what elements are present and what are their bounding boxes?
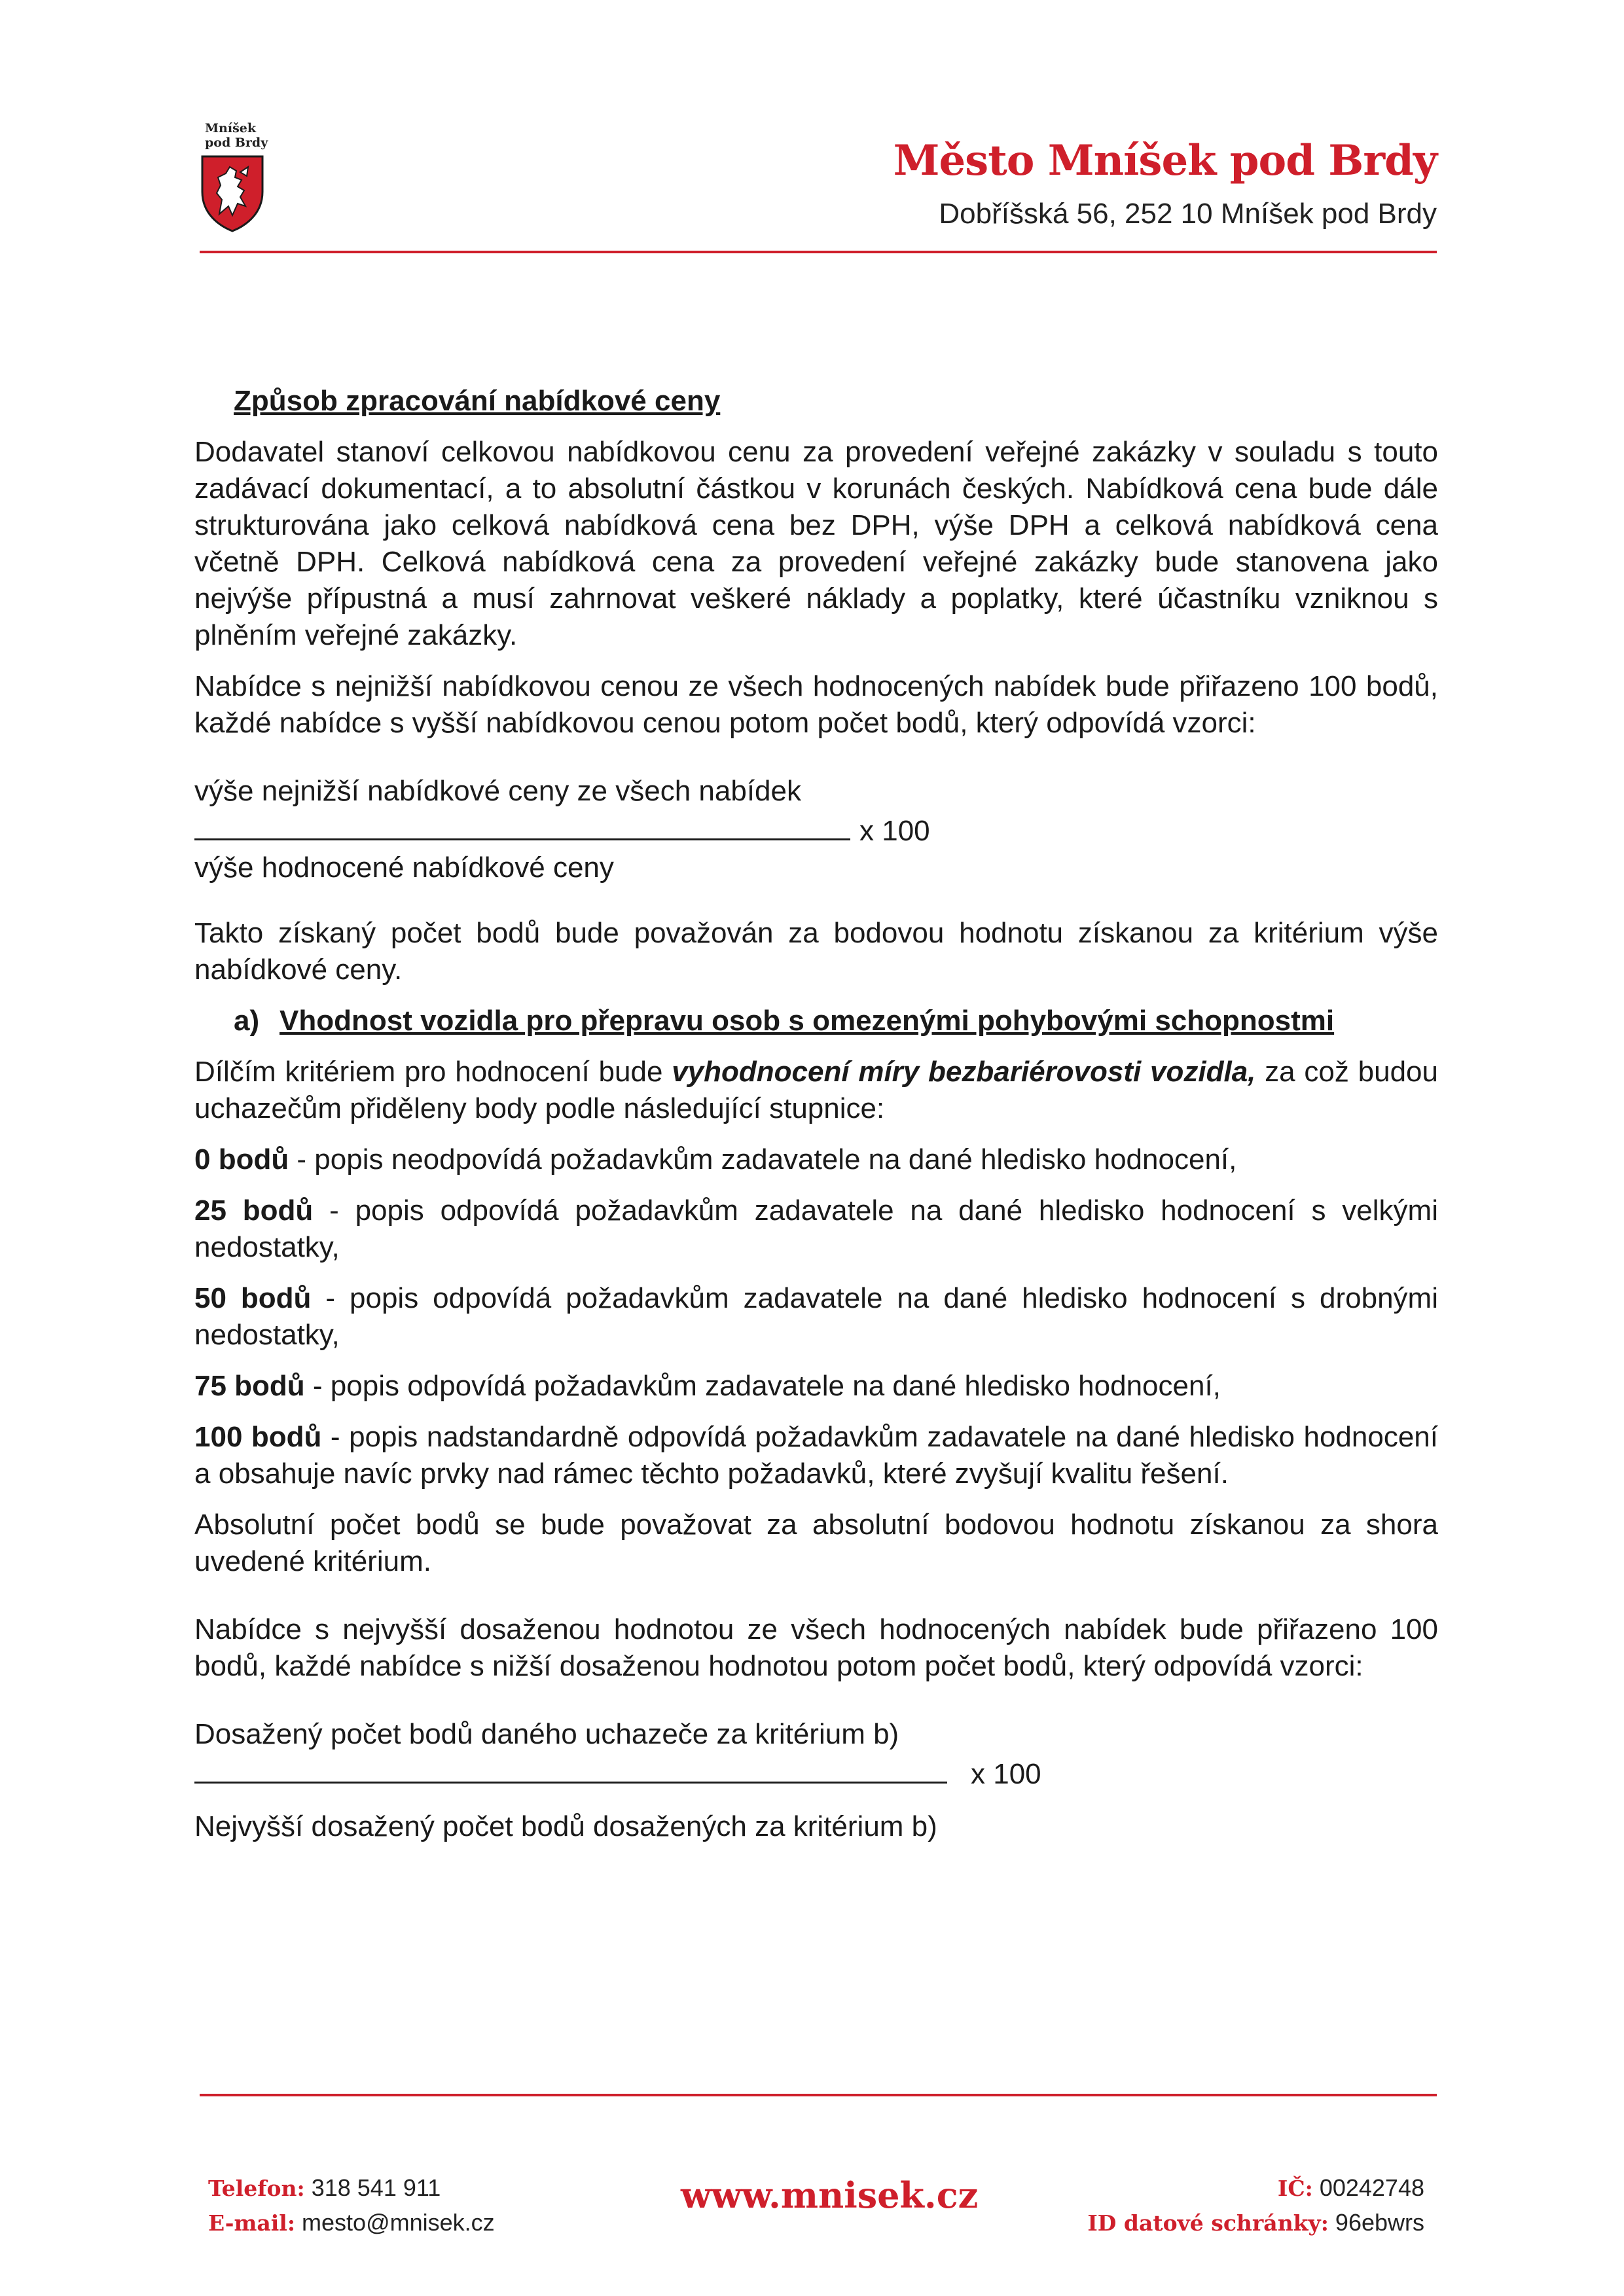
phone-value: 318 541 911 <box>311 2174 441 2201</box>
fraction-bar <box>194 1753 947 1784</box>
scale-text: - popis odpovídá požadavkům zadavatele na dané hledisko hodnocení s drobnými nedostatky, <box>194 1282 1438 1351</box>
document-body <box>194 383 1438 1874</box>
footer-ids <box>1087 2171 1424 2240</box>
paragraph-price-scoring: Nabídce s nejnižší nabídkovou cenou ze všech hodnocených nabídek bude přiřazeno 100 bodů, každé nabídce s vyšší nabídkovou cenou potom počet bodů, který odpovídá vzorci: <box>194 670 1438 739</box>
formula-price-multiplier: x 100 <box>859 815 930 847</box>
criterion-intro-text: Dílčím kritériem pro hodnocení bude <box>194 1056 672 1088</box>
phone-label: Telefon: <box>208 2176 305 2201</box>
scale-points: 0 bodů <box>194 1143 289 1175</box>
formula-price-numerator: výše nejnižší nabídkové ceny ze všech nabídek <box>194 775 801 807</box>
paragraph-price-structure: Dodavatel stanoví celkovou nabídkovou cenu za provedení veřejné zakázky v souladu s touto zadávací dokumentací, a to absolutní částkou v korunách českých. Nabídková cena bude dále strukturována jako celková nabídková cena bez DPH, výše DPH a celková nabídková cena včetně DPH. Celková nabídková cena za provedení veřejné zakázky bude stanovena jako nejvýše přípustná a musí zahrnovat veškeré náklady a poplatky, které účastníku vzniknou s plněním veřejné zakázky. <box>194 436 1438 651</box>
section-a-title: Vhodnost vozidla pro přepravu osob s omezenými pohybovými schopnostmi <box>280 1005 1335 1037</box>
city-address: Dobříšská 56, 252 10 Mníšek pod Brdy <box>939 198 1437 230</box>
criterion-intro-text-2: za což budou uchazečům přiděleny body podle následující stupnice: <box>194 1056 1438 1124</box>
crest-town-name-2: pod Brdy <box>205 135 268 150</box>
scale-item <box>194 1419 1438 1492</box>
scale-item <box>194 1193 1438 1266</box>
formula-criterion-numerator: Dosažený počet bodů daného uchazeče za kritérium b) <box>194 1718 899 1750</box>
email-value: mesto@mnisek.cz <box>302 2209 495 2236</box>
scale-points: 75 bodů <box>194 1370 305 1402</box>
scale-text: - popis neodpovídá požadavkům zadavatele na dané hledisko hodnocení, <box>289 1143 1237 1175</box>
scale-item <box>194 1280 1438 1354</box>
scale-item <box>194 1368 1438 1405</box>
crest-town-name: Mníšek <box>205 121 257 135</box>
formula-price <box>194 773 1438 886</box>
coat-of-arms-icon <box>200 154 265 232</box>
footer-website: www.mnisek.cz <box>681 2174 979 2216</box>
data-box-value: 96ebwrs <box>1335 2209 1424 2236</box>
formula-criterion-denominator: Nejvyšší dosažený počet bodů dosažených za kritérium b) <box>194 1810 937 1842</box>
scale-text: - popis nadstandardně odpovídá požadavkům zadavatele na dané hledisko hodnocení a obsahuje navíc prvky nad rámec těchto požadavků, které zvyšují kvalitu řešení. <box>194 1421 1438 1490</box>
formula-price-denominator: výše hodnocené nabídkové ceny <box>194 852 614 884</box>
scale-item <box>194 1141 1438 1178</box>
criterion-emphasis: vyhodnocení míry bezbariérovosti vozidla, <box>672 1056 1256 1088</box>
email-label: E-mail: <box>208 2210 296 2236</box>
ic-label: IČ: <box>1277 2176 1313 2201</box>
paragraph-highest-scoring: Nabídce s nejvyšší dosaženou hodnotou ze všech hodnocených nabídek bude přiřazeno 100 bodů, každé nabídce s nižší dosaženou hodnotou potom počet bodů, který odpovídá vzorci: <box>194 1613 1438 1682</box>
footer-contact <box>208 2171 495 2240</box>
data-box-label: ID datové schránky: <box>1087 2210 1329 2236</box>
city-title: Město Mníšek pod Brdy <box>893 136 1437 185</box>
scale-text: - popis odpovídá požadavkům zadavatele na dané hledisko hodnocení, <box>304 1370 1221 1402</box>
header-divider <box>200 251 1437 253</box>
section-a-marker: a) <box>234 1005 260 1037</box>
scale-text: - popis odpovídá požadavkům zadavatele na dané hledisko hodnocení s velkými nedostatky, <box>194 1194 1438 1263</box>
scale-points: 25 bodů <box>194 1194 314 1227</box>
fraction-bar <box>194 810 850 840</box>
ic-value: 00242748 <box>1319 2174 1424 2201</box>
formula-criterion <box>194 1716 1438 1845</box>
section-title-price: Způsob zpracování nabídkové ceny <box>234 385 721 417</box>
scale-points: 100 bodů <box>194 1421 322 1453</box>
formula-criterion-multiplier: x 100 <box>971 1758 1041 1790</box>
town-crest <box>200 121 272 232</box>
paragraph-absolute-points: Absolutní počet bodů se bude považovat za absolutní bodovou hodnotu získanou za shora uvedené kritérium. <box>194 1509 1438 1577</box>
footer-divider <box>200 2094 1437 2096</box>
scale-points: 50 bodů <box>194 1282 312 1314</box>
section-a-heading <box>234 1003 1438 1039</box>
paragraph-price-result: Takto získaný počet bodů bude považován za bodovou hodnotu získanou za kritérium výše nabídkové ceny. <box>194 917 1438 986</box>
paragraph-criterion-intro <box>194 1054 1438 1127</box>
